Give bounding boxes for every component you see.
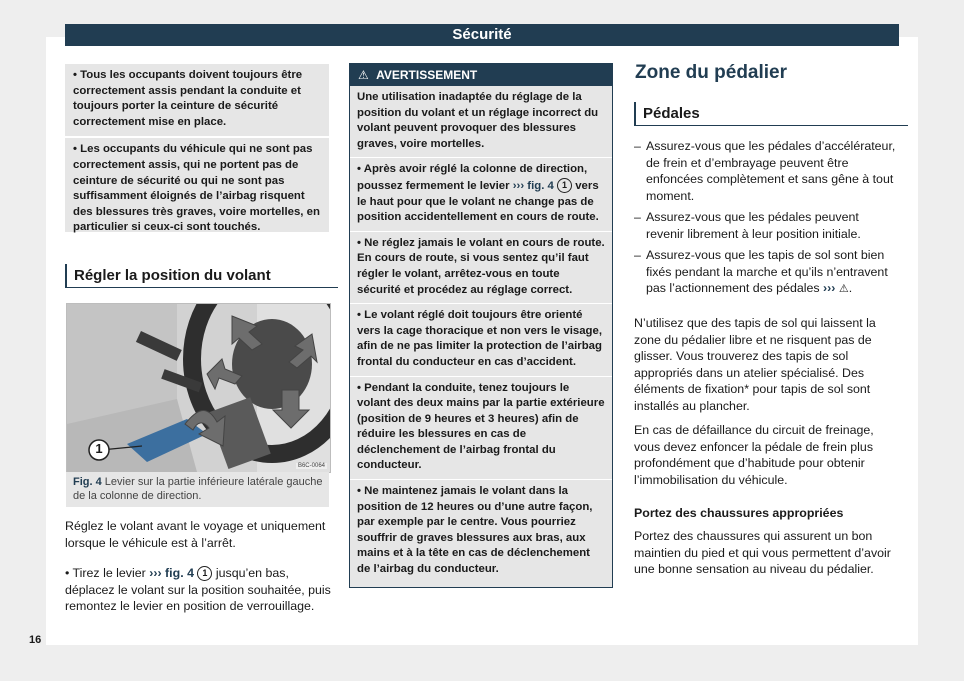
safety-note-bullet: • Les occupants du véhicule qui ne sont pas correctement assis, qui ne portent pas de ceinture de sécurité ou qui ne sont pas suffisamment éloignés de l’airbag risquent des blessures très graves, voire mortelles, en particulier si ceux-ci sont touchés. xyxy=(73,143,320,234)
list-item: – Assurez-vous que les pédales d’accélérateur, de frein et d’embrayage peuvent être enfoncées complètement et sans gêne à tout moment. xyxy=(634,138,899,204)
section-title: Pédales xyxy=(634,102,908,126)
divider xyxy=(350,376,612,377)
figure-marker: 1 xyxy=(95,441,103,456)
instruction-text: • Tirez le levier xyxy=(65,566,146,580)
body-paragraph: Réglez le volant avant le voyage et uniquement lorsque le véhicule est à l’arrêt. xyxy=(65,519,326,550)
section-title: Régler la position du volant xyxy=(65,264,338,288)
warning-reference-link[interactable]: ››› xyxy=(823,281,836,295)
callout-number: 1 xyxy=(197,566,212,581)
warning-intro: Une utilisation inadaptée du réglage de la position du volant et un réglage incorrect du volant peuvent provoquer des blessures graves, voire mortelles. xyxy=(357,91,599,150)
warning-item: • Ne maintenez jamais le volant dans la position de 12 heures ou d’une autre façon, par exemple par le centre. Vous pourriez souffrir de graves blessures aux bras, aux mains et à la tête en cas de déclenchement de l’airbag du conducteur. xyxy=(357,485,593,576)
warning-item xyxy=(357,162,605,225)
warning-item-text: vers le haut pour que le volant ne change pas de position accidentellement en cours de route. xyxy=(357,179,599,224)
divider xyxy=(350,479,612,480)
divider xyxy=(65,136,329,138)
warning-item: • Ne réglez jamais le volant en cours de route. En cours de route, si vous sentez qu’il faut régler le volant, arrêtez-vous en toute sécurité et procédez au réglage correct. xyxy=(357,236,605,296)
safety-note-box xyxy=(65,64,329,232)
list-item: – Assurez-vous que les tapis de sol sont bien fixés pendant la marche et qu’ils n’entravent pas l’actionnement des pédales ››› ⚠. xyxy=(634,247,899,298)
body-paragraph: En cas de défaillance du circuit de freinage, vous devez enfoncer la pédale de frein plus profondément que d’habitude pour obtenir l’immobilisation du véhicule. xyxy=(634,423,874,487)
divider xyxy=(350,157,612,158)
figure-caption-text: Levier sur la partie inférieure latérale gauche de la colonne de direction. xyxy=(73,476,323,502)
pedal-checklist xyxy=(634,138,899,303)
page-number: 16 xyxy=(29,634,42,646)
callout-number: 1 xyxy=(557,178,572,193)
figure-steering-column xyxy=(66,303,331,473)
figure-caption xyxy=(66,472,329,507)
body-paragraph: N’utilisez que des tapis de sol qui laissent la zone du pédalier libre et ne risquent pas de glisser. Vous trouverez des tapis de sol appropriés dans un atelier spécialisé. Des éléments de fixation* pour tapis de sol sont installés au plancher. xyxy=(634,316,876,413)
safety-note-bullet: • Tous les occupants doivent toujours être correctement assis pendant la conduite et toujours porter la ceinture de sécurité correctement mise en place. xyxy=(73,69,303,128)
body-paragraph: Portez des chaussures qui assurent un bon maintien du pied et qui vous permettent d’avoir une bonne sensation au niveau du pédalier. xyxy=(634,529,891,576)
divider xyxy=(350,303,612,304)
warning-item: • Le volant réglé doit toujours être orienté vers la cage thoracique et non vers le visage, afin de ne pas limiter la protection de l’airbag frontal du conducteur en cas d’accident. xyxy=(357,309,603,368)
list-item: – Assurez-vous que les pédales peuvent revenir librement à leur position initiale. xyxy=(634,209,899,242)
figure-code: B6C-0064 xyxy=(297,463,325,469)
page-header: Sécurité xyxy=(65,24,899,46)
figure-label: Fig. 4 xyxy=(73,476,102,488)
chapter-title: Zone du pédalier xyxy=(635,62,788,83)
warning-triangle-icon: ⚠ xyxy=(358,68,369,82)
subsection-title: Portez des chaussures appropriées xyxy=(634,506,844,520)
figure-reference-link[interactable]: ››› fig. 4 xyxy=(512,179,554,192)
warning-item-text: • Après avoir réglé la colonne de direction, poussez fermement le levier xyxy=(357,163,588,192)
warning-item: • Pendant la conduite, tenez toujours le volant des deux mains par la partie extérieure (position de 9 heures et 3 heures) afin de réduire les blessures en cas de déclenchement de l’airbag frontal du conducteur. xyxy=(357,381,605,472)
divider xyxy=(350,231,612,232)
list-item-text: Assurez-vous que les tapis de sol sont bien fixés pendant la marche et qu’ils n’entravent pas l’actionnement des pédales xyxy=(646,248,888,295)
warning-header xyxy=(350,64,612,86)
warning-box xyxy=(349,63,613,588)
instruction-paragraph xyxy=(65,565,331,615)
steering-wheel-illustration xyxy=(67,304,330,472)
warning-triangle-icon: ⚠ xyxy=(838,283,849,295)
figure-reference-link[interactable]: ››› fig. 4 xyxy=(149,566,194,580)
warning-title: AVERTISSEMENT xyxy=(376,68,478,82)
instruction-text: jusqu’en bas, déplacez le volant sur la position souhaitée, puis remontez le levier en position de verrouillage. xyxy=(65,566,331,613)
